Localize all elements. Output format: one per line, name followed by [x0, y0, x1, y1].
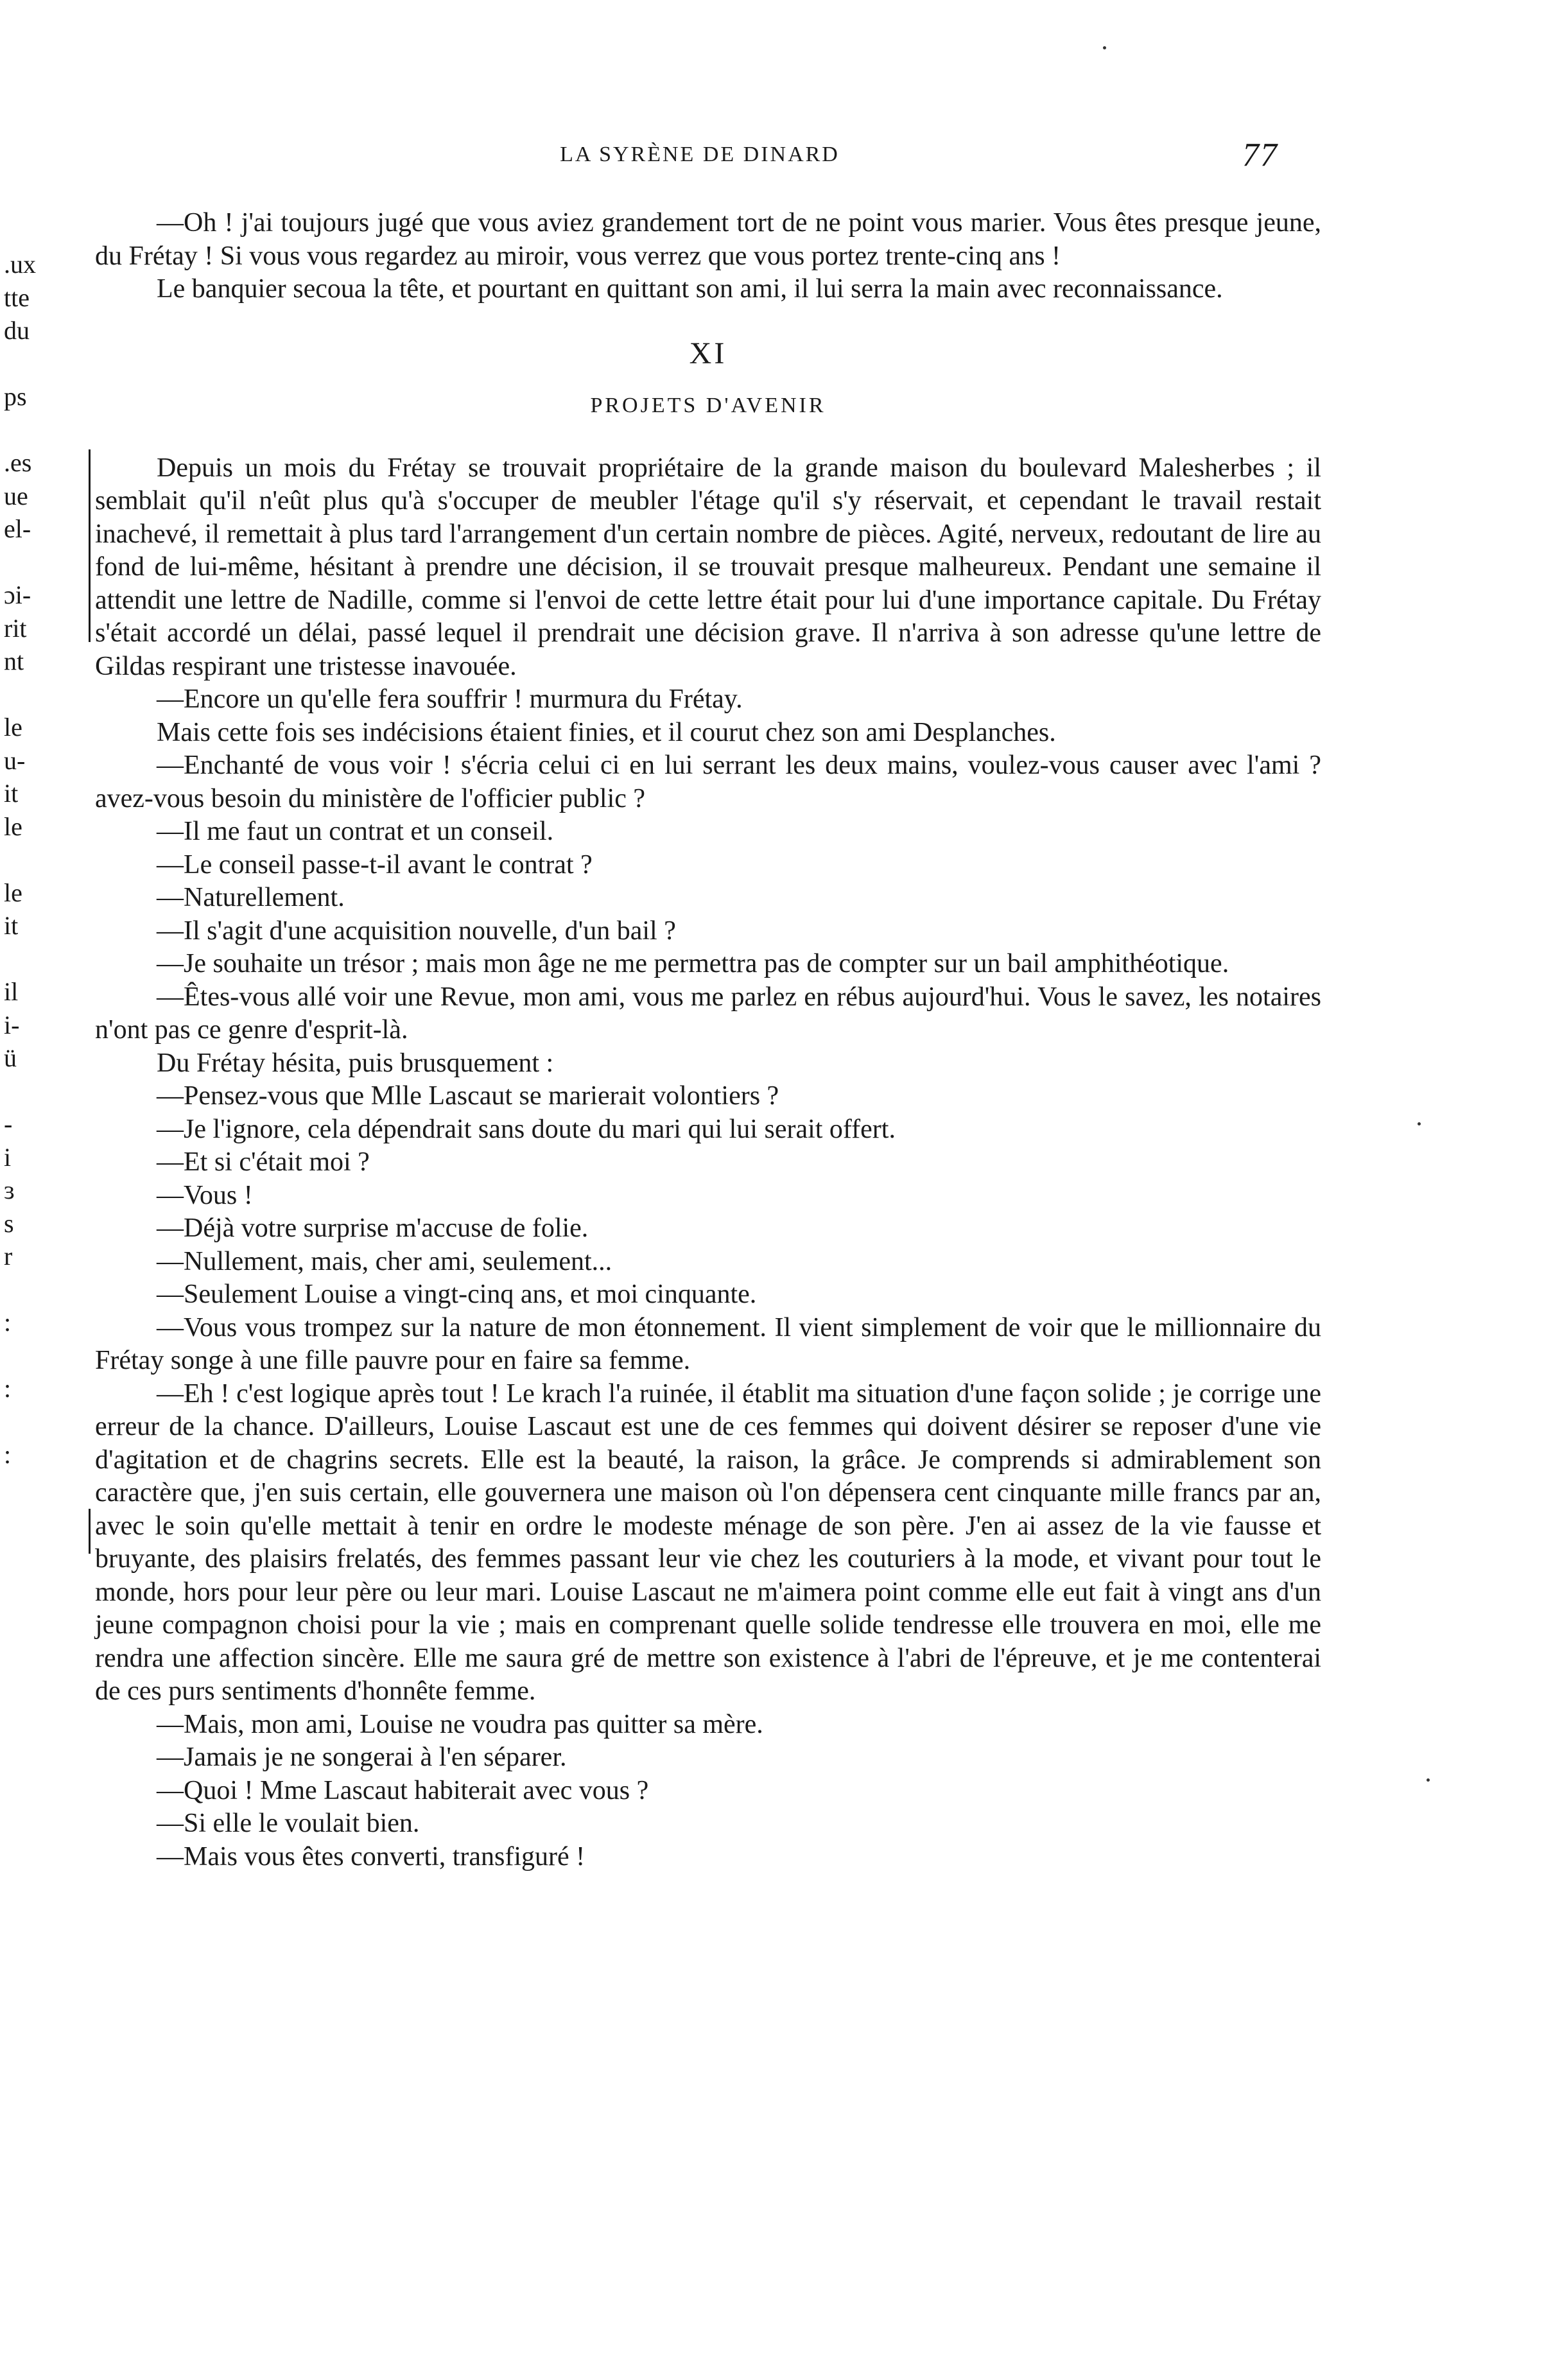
- margin-fragment: el-: [4, 514, 31, 543]
- intro-paragraph: Le banquier secoua la tête, et pourtant en quittant son ami, il lui serra la main avec reconnaissance.: [157, 274, 1223, 304]
- margin-fragment: i-: [4, 1010, 20, 1039]
- paragraph: —Le conseil passe-t-il avant le contrat ?: [157, 849, 593, 880]
- margin-fragment: ue: [4, 481, 28, 510]
- margin-fragment: tte: [4, 282, 30, 312]
- running-title: LA SYRÈNE DE DINARD: [560, 143, 840, 166]
- page-body: [95, 207, 1321, 1873]
- margin-fragment: it: [4, 779, 19, 808]
- paragraph: —Et si c'était moi ?: [157, 1147, 370, 1177]
- paragraph: —Je l'ignore, cela dépendrait sans doute du mari qui lui serait offert.: [157, 1114, 896, 1144]
- margin-rule-lower: [89, 1509, 91, 1554]
- speck: [1418, 1122, 1421, 1125]
- paragraph: —Êtes-vous allé voir une Revue, mon ami, vous me parlez en rébus aujourd'hui. Vous le savez, les notaires n'ont pas ce genre d'esprit-là.: [95, 982, 1321, 1045]
- page-header: [0, 137, 1544, 181]
- margin-fragment: :: [4, 1308, 12, 1337]
- margin-fragment: [4, 1075, 81, 1108]
- paragraph: Mais cette fois ses indécisions étaient finies, et il courut chez son ami Desplanches.: [157, 717, 1056, 747]
- paragraph: —Il s'agit d'une acquisition nouvelle, d'un bail ?: [157, 916, 676, 946]
- paragraph: —Nullement, mais, cher ami, seulement...: [157, 1246, 612, 1276]
- margin-fragment: -: [4, 1109, 13, 1138]
- margin-fragment: le: [4, 713, 22, 742]
- paragraph: —Il me faut un contrat et un conseil.: [157, 817, 554, 846]
- page-number: 77: [1242, 137, 1278, 173]
- left-margin-bleedthrough: [4, 248, 81, 1472]
- margin-fragment: nt: [4, 647, 24, 675]
- paragraph: —Déjà votre surprise m'accuse de folie.: [157, 1213, 589, 1243]
- paragraph: —Seulement Louise a vingt-cinq ans, et moi cinquante.: [157, 1280, 757, 1309]
- margin-fragment: ps: [4, 382, 27, 411]
- paragraph: —Vous vous trompez sur la nature de mon étonnement. Il vient simplement de voir que le millionnaire du Frétay songe à une fille pauvre pour en faire sa femme.: [95, 1312, 1321, 1375]
- margin-fragment: [4, 843, 81, 876]
- speck: [1427, 1778, 1430, 1782]
- paragraph: —Pensez-vous que Mlle Lascaut se marierait volontiers ?: [157, 1081, 779, 1111]
- paragraph: —Jamais je ne songerai à l'en séparer.: [157, 1742, 567, 1772]
- paragraph: Depuis un mois du Frétay se trouvait propriétaire de la grande maison du boulevard Malesherbes ; il semblait qu'il n'eût plus qu'à s'occuper de meubler l'étage qu'il s'y réservait, et cependant le travail restait inachevé, il remettait à plus tard l'arrangement d'un certain nombre de pièces. Agité, nerveux, redoutant de lire au fond de lui-même, hésitant à prendre une décision, il se trouvait presque malheureux. Pendant une semaine il attendit une lettre de Nadille, comme si l'envoi de cette lettre était pour lui d'une importance capitale. Du Frétay s'était accordé un délai, passé lequel il prendrait une décision grave. Il n'arriva à son adresse qu'une lettre de Gildas respirant une tristesse inavouée.: [95, 453, 1321, 681]
- paragraph: —Si elle le voulait bien.: [157, 1809, 420, 1838]
- paragraph: —Eh ! c'est logique après tout ! Le krach l'a ruinée, il établit ma situation d'une façon solide ; je corrige une erreur de la chance. D'ailleurs, Louise Lascaut est une de ces femmes qui doivent désirer se reposer d'une vie d'agitation et de chagrins secrets. Elle est la beauté, la raison, la grâce. Je comprends si admirablement son caractère que, j'en suis certain, elle gouvernera une maison où l'on dépensera cent cinquante mille francs par an, avec le soin qu'elle mettait à tenir en ordre le modeste ménage de son père. J'en ai assez de la vie fausse et bruyante, des plaisirs frelatés, des femmes passant leur vie chez les couturiers à la mode, et vivant pour tout le monde, hors pour leur père ou leur mari. Louise Lascaut ne m'aimera point comme elle eut fait à vingt ans d'un jeune compagnon choisi pour la vie ; mais en comprenant quelle solide tendresse elle trouvera en moi, elle me rendra une affection sincère. Elle me saura gré de mettre son existence à l'abri de l'épreuve, et je me contenterai de ces purs sentiments d'honnête femme.: [95, 1378, 1321, 1706]
- margin-fragment: il: [4, 977, 19, 1006]
- margin-fragment: r: [4, 1242, 13, 1271]
- paragraph: —Quoi ! Mme Lascaut habiterait avec vous ?: [157, 1775, 649, 1805]
- margin-fragment: [4, 413, 81, 447]
- margin-fragment: du: [4, 316, 30, 345]
- paragraph: —Naturellement.: [157, 883, 345, 912]
- paragraph: —Encore un qu'elle fera souffrir ! murmura du Frétay.: [157, 684, 743, 714]
- margin-fragment: [4, 678, 81, 711]
- margin-fragment: .es: [4, 448, 32, 477]
- paragraph: —Mais, mon ami, Louise ne voudra pas quitter sa mère.: [157, 1709, 763, 1739]
- margin-fragment: it: [4, 911, 19, 940]
- margin-fragment: [4, 546, 81, 579]
- chapter-number: XI: [689, 336, 727, 370]
- paragraph: —Enchanté de vous voir ! s'écria celui ci en lui serrant les deux mains, voulez-vous causer avec l'ami ? avez-vous besoin du ministère de l'officier public ?: [95, 751, 1321, 813]
- margin-fragment: u-: [4, 745, 26, 775]
- paragraph: —Vous !: [157, 1180, 253, 1210]
- paragraph: —Je souhaite un trésor ; mais mon âge ne me permettra pas de compter sur un bail amphithéotique.: [157, 949, 1229, 978]
- margin-fragment: :: [4, 1440, 12, 1469]
- margin-fragment: ü: [4, 1043, 17, 1072]
- chapter-title: PROJETS D'AVENIR: [590, 394, 826, 417]
- intro-paragraph: —Oh ! j'ai toujours jugé que vous aviez grandement tort de ne point vous marier. Vous êtes presque jeune, du Frétay ! Si vous vous regardez au miroir, vous verrez que vous portez trente-cinq ans !: [95, 208, 1321, 271]
- margin-fragment: [4, 1273, 81, 1307]
- chapter-text: [95, 452, 1321, 1874]
- margin-fragment: s: [4, 1208, 14, 1238]
- margin-fragment: [4, 347, 81, 381]
- margin-fragment: i: [4, 1142, 12, 1172]
- margin-fragment: le: [4, 812, 22, 841]
- paragraph: —Mais vous êtes converti, transfiguré !: [157, 1841, 586, 1872]
- margin-fragment: :: [4, 1374, 12, 1403]
- margin-rule: [89, 449, 91, 642]
- margin-fragment: .ux: [4, 250, 36, 279]
- speck: [1103, 46, 1106, 49]
- margin-fragment: [4, 942, 81, 976]
- paragraph: Du Frétay hésita, puis brusquement :: [157, 1048, 554, 1078]
- margin-fragment: [4, 1405, 81, 1439]
- margin-fragment: le: [4, 878, 22, 907]
- margin-fragment: rit: [4, 613, 27, 643]
- margin-fragment: ɔi-: [4, 580, 31, 609]
- margin-fragment: ɜ: [4, 1176, 15, 1204]
- margin-fragment: [4, 1339, 81, 1373]
